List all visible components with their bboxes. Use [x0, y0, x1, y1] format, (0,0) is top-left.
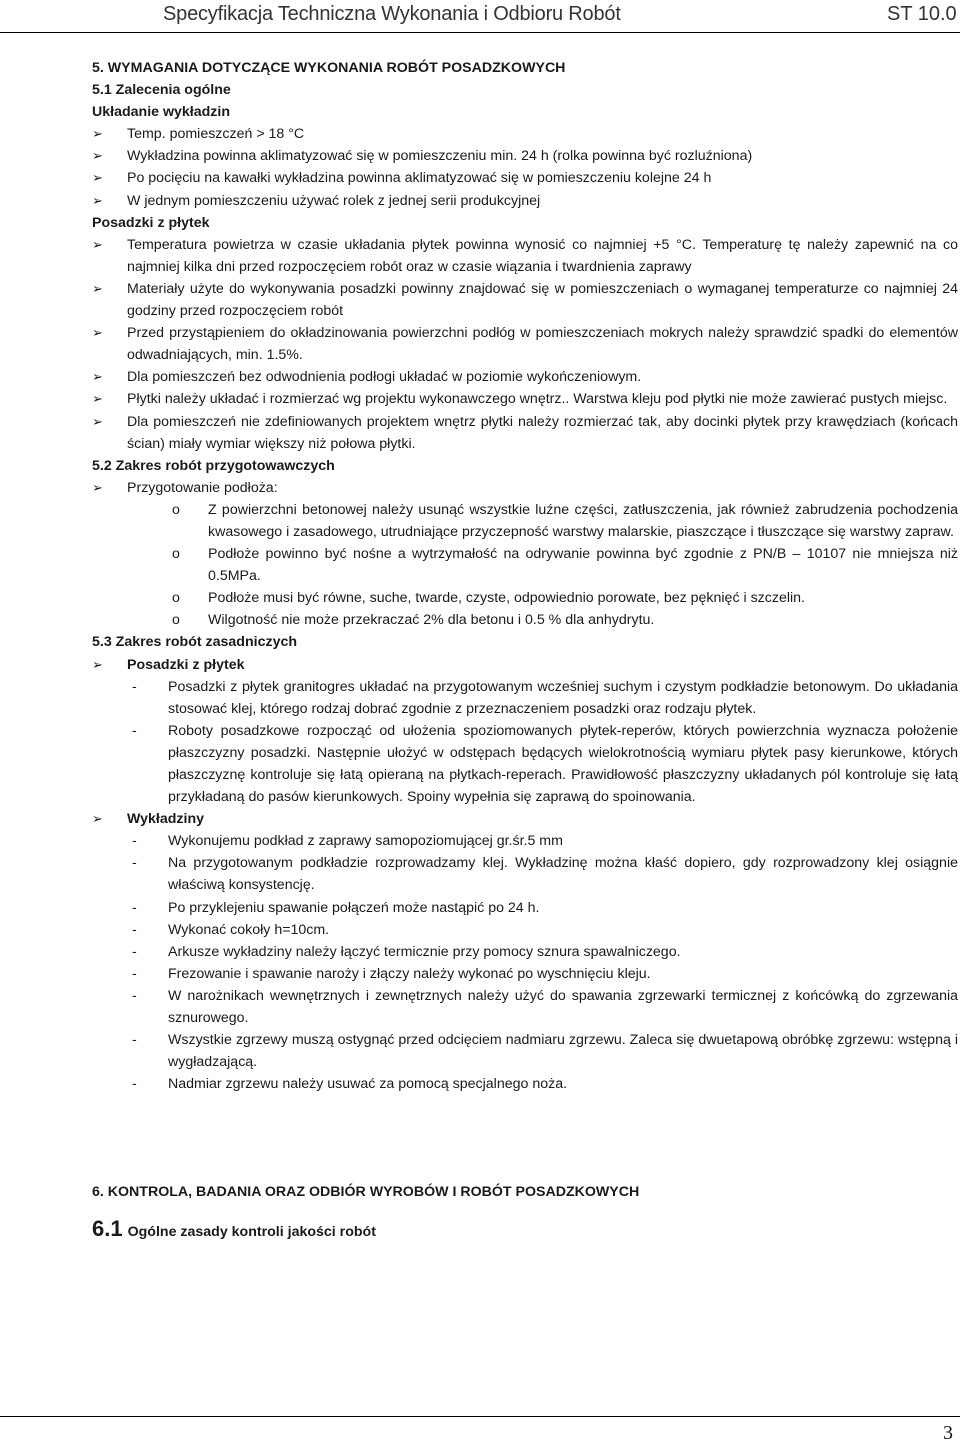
- list-item-text: Temperatura powietrza w czasie układania płytek powinna wynosić co najmniej +5 °C. Temperaturę tę należy zapewnić na co najmniej kilka dni przed rozpoczęciem robót oraz w czasie wiązania i twardnienia zaprawy: [127, 236, 958, 275]
- section-6-1-title: Ogólne zasady kontroli jakości robót: [127, 1223, 376, 1240]
- dash-bullet-icon: -: [132, 722, 137, 739]
- list-item-text: Płytki należy układać i rozmierzać wg projektu wykonawczego wnętrz.. Warstwa kleju pod płytki nie może zawierać pustych miejsc.: [127, 391, 948, 408]
- dash-list-item: [92, 963, 958, 985]
- page-header: [0, 0, 960, 33]
- arrow-bullet-icon: ➢: [92, 126, 103, 142]
- arrow-bullet-icon: ➢: [92, 192, 103, 208]
- list-item-text: Na przygotowanym podkładzie rozprowadzamy klej. Wykładzinę można kłaść dopiero, gdy rozprowadzony klej osiągnie właściwą konsystencję.: [168, 855, 958, 894]
- dash-list-item: [92, 676, 958, 720]
- list-item-text: Wykładzina powinna aklimatyzować się w pomieszczeniu min. 24 h (rolka powinna być rozluźniona): [127, 148, 753, 165]
- dash-bullet-icon: -: [132, 678, 137, 695]
- dash-list-item: [92, 852, 958, 896]
- arrow-bullet-icon: ➢: [92, 280, 103, 296]
- circle-bullet-icon: o: [172, 546, 180, 563]
- circle-bullet-icon: o: [172, 612, 180, 629]
- dash-bullet-icon: -: [132, 965, 137, 982]
- document-body: [92, 57, 958, 1257]
- dash-list-item: [92, 941, 958, 963]
- dash-bullet-icon: -: [132, 943, 137, 960]
- list-item-text: Materiały użyte do wykonywania posadzki powinny znajdować się w pomieszczeniach o wymaganej temperaturze co najmniej 24 godziny przed rozpoczęciem robót: [127, 280, 958, 320]
- arrow-bullet-icon: ➢: [92, 236, 103, 252]
- list-item-text: Wykonać cokoły h=10cm.: [168, 921, 330, 938]
- plytki-subheading: Posadzki z płytek: [92, 214, 210, 231]
- list-item: [92, 388, 958, 410]
- header-spec-code: ST 10.0: [887, 3, 957, 25]
- dash-bullet-icon: -: [132, 855, 137, 872]
- footer-rule: [0, 1416, 960, 1417]
- list-item-text: Podłoże musi być równe, suche, twarde, czyste, odpowiednio porowate, bez pęknięć i szczelin.: [208, 590, 805, 607]
- list-item-text: Posadzki z płytek granitogres układać na przygotowanym wcześniej suchym i czystym podkładzie betonowym. Do układania stosować klej, którego rodzaj dobrać zgodnie z przeznaczeniem posadzki oraz rodzaju płytek.: [168, 678, 958, 717]
- dash-bullet-icon: -: [132, 1032, 137, 1049]
- dash-list-item: [92, 1073, 958, 1095]
- section-5-1-heading: 5.1 Zalecenia ogólne: [92, 82, 231, 99]
- list-item: [92, 123, 958, 145]
- zasadnicze-wykladziny-list: [92, 830, 958, 1095]
- sub-list-item: [92, 543, 958, 587]
- list-item-text: Podłoże powinno być nośne a wytrzymałość na odrywanie powinna być zgodnie z PN/B – 10107 nie mniejsza niż 0.5MPa.: [208, 546, 958, 585]
- arrow-bullet-icon: ➢: [92, 170, 103, 186]
- list-item-text: Nadmiar zgrzewu należy usuwać za pomocą specjalnego noża.: [168, 1076, 568, 1093]
- arrow-bullet-icon: ➢: [92, 656, 103, 672]
- list-item-text: Dla pomieszczeń bez odwodnienia podłogi układać w poziomie wykończeniowym.: [127, 369, 642, 386]
- list-item-text: Roboty posadzkowe rozpocząć od ułożenia spoziomowanych płytek-reperów, których powierzchnia wyznacza położenie płaszczyzny posadzki. Następnie ułożyć w odstępach będących wielokrotnością wymiaru płytek pasy kierunkowe, których płaszczyznę kontroluje się łatą opieraną na płytkach-reperach. Prawidłowość płaszczyzny układanych pól kontroluje się łatą przykładaną do pasów kierunkowych. Spoiny wypełnia się zaprawą do spoinowania.: [168, 722, 958, 806]
- zasadnicze-wykladziny-label: Wykładziny: [127, 811, 205, 828]
- page-number: 3: [943, 1422, 953, 1444]
- arrow-bullet-icon: ➢: [92, 391, 103, 407]
- list-item-text: Arkusze wykładziny należy łączyć termicznie przy pomocy sznura spawalniczego.: [168, 943, 681, 960]
- dash-list-item: [92, 720, 958, 808]
- plytki-list: [92, 234, 958, 455]
- list-item-text: Dla pomieszczeń nie zdefiniowanych projektem wnętrz płytki należy rozmierzać tak, aby docinki płytek przy krawędziach (końcach ścian) miały wymiar większy niż połowa płytki.: [127, 413, 958, 452]
- section-5-heading: 5. WYMAGANIA DOTYCZĄCE WYKONANIA ROBÓT POSADZKOWYCH: [92, 60, 566, 76]
- dash-bullet-icon: -: [132, 833, 137, 850]
- zasadnicze-plytki-label: Posadzki z płytek: [127, 656, 245, 673]
- list-item-text: Frezowanie i spawanie naroży i złączy należy wykonać po wyschnięciu kleju.: [168, 965, 651, 982]
- list-item-text: Po przyklejeniu spawanie połączeń może nastąpić po 24 h.: [168, 899, 540, 916]
- header-title: Specyfikacja Techniczna Wykonania i Odbioru Robót: [163, 3, 621, 25]
- list-item: [92, 322, 958, 366]
- zasadnicze-plytki-list: [92, 676, 958, 809]
- arrow-bullet-icon: ➢: [92, 479, 103, 495]
- list-item: [92, 145, 958, 167]
- list-item: [92, 278, 958, 322]
- list-item-text: Przed przystąpieniem do okładzinowania powierzchni podłóg w pomieszczeniach mokrych należy sprawdzić spadki do elementów odwadniających, min. 1.5%.: [127, 325, 958, 364]
- sub-list-item: [92, 499, 958, 543]
- przygotowanie-item: [92, 477, 958, 499]
- arrow-bullet-icon: ➢: [92, 811, 103, 827]
- section-6-1-heading: [92, 1215, 958, 1243]
- dash-list-item: [92, 985, 958, 1029]
- dash-bullet-icon: -: [132, 899, 137, 916]
- dash-bullet-icon: -: [132, 987, 137, 1004]
- sub-list-item: [92, 587, 958, 609]
- list-item-text: Temp. pomieszczeń > 18 °C: [127, 126, 305, 143]
- list-item-text: Wszystkie zgrzewy muszą ostygnąć przed odcięciem nadmiaru zgrzewu. Zaleca się dwuetapową obróbkę zgrzewu: wstępną i wygładzającą.: [168, 1032, 958, 1071]
- section-6-1-number: 6.1: [92, 1215, 123, 1241]
- arrow-bullet-icon: ➢: [92, 148, 103, 164]
- dash-list-item: [92, 830, 958, 852]
- przygotowanie-label: Przygotowanie podłoża:: [127, 479, 278, 496]
- list-item: [92, 366, 958, 388]
- sub-list-item: [92, 609, 958, 631]
- list-item: [92, 411, 958, 455]
- list-item-text: W jednym pomieszczeniu używać rolek z jednej serii produkcyjnej: [127, 192, 541, 209]
- dash-list-item: [92, 1029, 958, 1073]
- arrow-bullet-icon: ➢: [92, 369, 103, 385]
- wykladziny-list: [92, 123, 958, 211]
- przygotowanie-list: [92, 499, 958, 632]
- section-5-2-heading: 5.2 Zakres robót przygotowawczych: [92, 457, 335, 474]
- dash-list-item: [92, 919, 958, 941]
- circle-bullet-icon: o: [172, 501, 180, 518]
- dash-bullet-icon: -: [132, 1076, 137, 1093]
- zasadnicze-plytki-item: [92, 654, 958, 676]
- zasadnicze-wykladziny-item: [92, 808, 958, 830]
- section-5-3-heading: 5.3 Zakres robót zasadniczych: [92, 634, 298, 651]
- list-item-text: Wykonujemu podkład z zaprawy samopoziomującej gr.śr.5 mm: [168, 833, 563, 850]
- dash-bullet-icon: -: [132, 921, 137, 938]
- list-item-text: Z powierzchni betonowej należy usunąć wszystkie luźne części, zatłuszczenia, jak również zabrudzenia pochodzenia kwasowego i zasadowego, utrudniające przyczepność warstwy malarskie, piaszczące i tłuszczące się warstwy zapraw.: [208, 501, 958, 540]
- wykladziny-subheading: Układanie wykładzin: [92, 104, 230, 121]
- arrow-bullet-icon: ➢: [92, 413, 103, 429]
- arrow-bullet-icon: ➢: [92, 325, 103, 341]
- circle-bullet-icon: o: [172, 590, 180, 607]
- list-item: [92, 167, 958, 189]
- section-6-heading: 6. KONTROLA, BADANIA ORAZ ODBIÓR WYROBÓW I ROBÓT POSADZKOWYCH: [92, 1184, 640, 1201]
- list-item-text: Wilgotność nie może przekraczać 2% dla betonu i 0.5 % dla anhydrytu.: [208, 612, 655, 629]
- list-item: [92, 234, 958, 278]
- list-item-text: Po pocięciu na kawałki wykładzina powinna aklimatyzować się w pomieszczeniu kolejne 24 h: [127, 170, 712, 187]
- list-item: [92, 190, 958, 212]
- dash-list-item: [92, 897, 958, 919]
- list-item-text: W narożnikach wewnętrznych i zewnętrznych należy użyć do spawania zgrzewarki termicznej z końcówką do zgrzewania sznurowego.: [168, 987, 958, 1027]
